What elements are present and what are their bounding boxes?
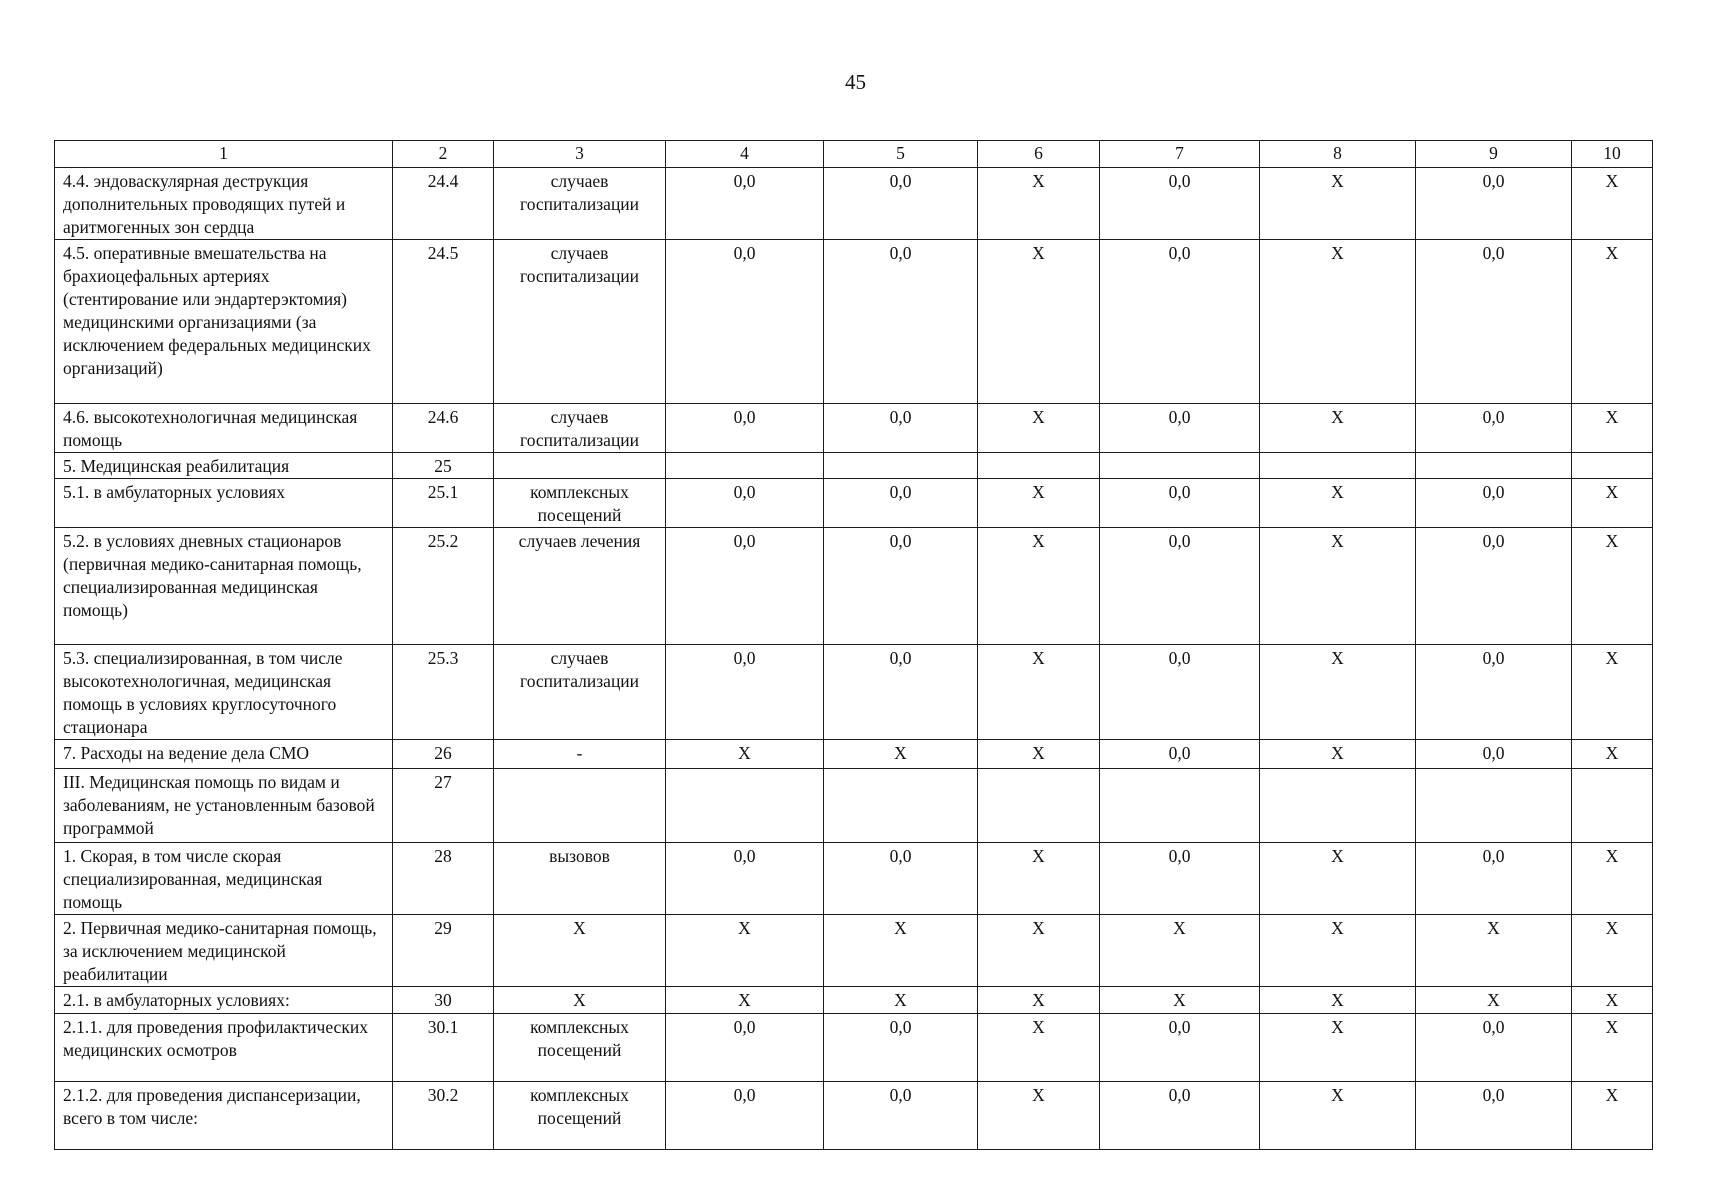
header-cell: 4: [666, 141, 824, 168]
value-cell: Х: [1572, 987, 1653, 1014]
value-cell: Х: [1572, 479, 1653, 528]
row-unit-cell: комплексных посещений: [494, 1014, 666, 1082]
row-code-cell: 27: [393, 769, 494, 843]
value-cell: [1572, 769, 1653, 843]
row-code-cell: 30.1: [393, 1014, 494, 1082]
value-cell: 0,0: [1416, 404, 1572, 453]
value-cell: 0,0: [824, 479, 978, 528]
value-cell: 0,0: [1416, 1014, 1572, 1082]
table-row: [55, 404, 1653, 453]
table-row: [55, 843, 1653, 915]
table-row: [55, 453, 1653, 479]
value-cell: [1260, 453, 1416, 479]
data-table: [54, 140, 1653, 1150]
row-name-cell: 5.1. в амбулаторных условиях: [55, 479, 393, 528]
value-cell: 0,0: [1100, 740, 1260, 769]
row-name-cell: 2.1. в амбулаторных условиях:: [55, 987, 393, 1014]
value-cell: [1260, 769, 1416, 843]
table-row: [55, 1014, 1653, 1082]
value-cell: 0,0: [1416, 168, 1572, 240]
value-cell: 0,0: [1416, 1082, 1572, 1150]
value-cell: Х: [1416, 915, 1572, 987]
value-cell: 0,0: [1100, 843, 1260, 915]
table-row: [55, 240, 1653, 404]
value-cell: Х: [978, 168, 1100, 240]
value-cell: 0,0: [1416, 740, 1572, 769]
value-cell: Х: [1260, 915, 1416, 987]
value-cell: 0,0: [666, 843, 824, 915]
row-unit-cell: случаев госпитализации: [494, 645, 666, 740]
value-cell: Х: [1572, 528, 1653, 645]
value-cell: Х: [978, 843, 1100, 915]
value-cell: Х: [1572, 240, 1653, 404]
value-cell: 0,0: [1100, 479, 1260, 528]
row-unit-cell: случаев госпитализации: [494, 168, 666, 240]
value-cell: Х: [1572, 915, 1653, 987]
value-cell: Х: [1260, 645, 1416, 740]
table-row: [55, 915, 1653, 987]
value-cell: 0,0: [666, 479, 824, 528]
row-unit-cell: [494, 453, 666, 479]
value-cell: [1416, 769, 1572, 843]
row-name-cell: 4.4. эндоваскулярная деструкция дополнительных проводящих путей и аритмогенных зон сердца: [55, 168, 393, 240]
value-cell: 0,0: [666, 528, 824, 645]
value-cell: Х: [978, 645, 1100, 740]
value-cell: 0,0: [666, 404, 824, 453]
value-cell: Х: [978, 528, 1100, 645]
value-cell: 0,0: [666, 168, 824, 240]
value-cell: [978, 769, 1100, 843]
value-cell: 0,0: [1100, 168, 1260, 240]
value-cell: Х: [824, 740, 978, 769]
row-name-cell: 5. Медицинская реабилитация: [55, 453, 393, 479]
table-row: [55, 528, 1653, 645]
header-cell: 7: [1100, 141, 1260, 168]
value-cell: 0,0: [824, 168, 978, 240]
row-unit-cell: случаев госпитализации: [494, 404, 666, 453]
table-row: [55, 740, 1653, 769]
value-cell: [666, 453, 824, 479]
value-cell: Х: [978, 404, 1100, 453]
table-row: [55, 168, 1653, 240]
row-unit-cell: комплексных посещений: [494, 479, 666, 528]
row-code-cell: 24.6: [393, 404, 494, 453]
value-cell: Х: [1260, 240, 1416, 404]
page-number: 45: [845, 70, 866, 94]
row-code-cell: 28: [393, 843, 494, 915]
value-cell: 0,0: [824, 1014, 978, 1082]
row-unit-cell: Х: [494, 915, 666, 987]
value-cell: Х: [1260, 843, 1416, 915]
row-name-cell: 4.5. оперативные вмешательства на брахиоцефальных артериях (стентирование или эндартерэктомия) медицинскими организациями (за исключением федеральных медицинских организаций): [55, 240, 393, 404]
value-cell: 0,0: [1100, 240, 1260, 404]
row-code-cell: 26: [393, 740, 494, 769]
value-cell: [1416, 453, 1572, 479]
value-cell: Х: [1100, 915, 1260, 987]
row-name-cell: 5.2. в условиях дневных стационаров (первичная медико-санитарная помощь, специализированная медицинская помощь): [55, 528, 393, 645]
value-cell: Х: [978, 915, 1100, 987]
value-cell: Х: [1260, 740, 1416, 769]
row-unit-cell: [494, 769, 666, 843]
row-name-cell: 5.3. специализированная, в том числе высокотехнологичная, медицинская помощь в условиях круглосуточного стационара: [55, 645, 393, 740]
value-cell: 0,0: [824, 645, 978, 740]
header-cell: 6: [978, 141, 1100, 168]
value-cell: 0,0: [1416, 528, 1572, 645]
value-cell: Х: [824, 915, 978, 987]
header-cell: 1: [55, 141, 393, 168]
table-row: [55, 1082, 1653, 1150]
value-cell: Х: [1572, 1082, 1653, 1150]
row-code-cell: 25.1: [393, 479, 494, 528]
value-cell: Х: [978, 740, 1100, 769]
value-cell: Х: [1260, 1082, 1416, 1150]
value-cell: 0,0: [824, 1082, 978, 1150]
row-unit-cell: -: [494, 740, 666, 769]
value-cell: Х: [1572, 168, 1653, 240]
row-code-cell: 25.3: [393, 645, 494, 740]
value-cell: 0,0: [1416, 240, 1572, 404]
value-cell: Х: [824, 987, 978, 1014]
value-cell: 0,0: [1100, 1082, 1260, 1150]
row-name-cell: 2.1.2. для проведения диспансеризации, всего в том числе:: [55, 1082, 393, 1150]
row-code-cell: 24.4: [393, 168, 494, 240]
value-cell: 0,0: [666, 1014, 824, 1082]
row-name-cell: 1. Скорая, в том числе скорая специализированная, медицинская помощь: [55, 843, 393, 915]
row-unit-cell: комплексных посещений: [494, 1082, 666, 1150]
value-cell: Х: [1572, 740, 1653, 769]
header-cell: 10: [1572, 141, 1653, 168]
row-name-cell: 4.6. высокотехнологичная медицинская помощь: [55, 404, 393, 453]
header-cell: 2: [393, 141, 494, 168]
row-code-cell: 25.2: [393, 528, 494, 645]
value-cell: 0,0: [1416, 843, 1572, 915]
value-cell: [666, 769, 824, 843]
header-cell: 5: [824, 141, 978, 168]
row-unit-cell: Х: [494, 987, 666, 1014]
row-name-cell: 2.1.1. для проведения профилактических медицинских осмотров: [55, 1014, 393, 1082]
value-cell: [824, 453, 978, 479]
value-cell: [824, 769, 978, 843]
value-cell: [1572, 453, 1653, 479]
value-cell: 0,0: [824, 528, 978, 645]
value-cell: Х: [1260, 168, 1416, 240]
value-cell: 0,0: [824, 240, 978, 404]
value-cell: Х: [1416, 987, 1572, 1014]
header-cell: 3: [494, 141, 666, 168]
value-cell: 0,0: [1416, 479, 1572, 528]
value-cell: Х: [978, 240, 1100, 404]
header-cell: 8: [1260, 141, 1416, 168]
value-cell: Х: [666, 740, 824, 769]
value-cell: Х: [978, 1082, 1100, 1150]
value-cell: Х: [1572, 843, 1653, 915]
row-unit-cell: случаев лечения: [494, 528, 666, 645]
value-cell: Х: [978, 987, 1100, 1014]
value-cell: [978, 453, 1100, 479]
value-cell: Х: [978, 479, 1100, 528]
row-name-cell: 2. Первичная медико-санитарная помощь, за исключением медицинской реабилитации: [55, 915, 393, 987]
value-cell: 0,0: [1100, 645, 1260, 740]
value-cell: Х: [978, 1014, 1100, 1082]
value-cell: 0,0: [1100, 528, 1260, 645]
header-row: [55, 141, 1653, 168]
value-cell: 0,0: [666, 1082, 824, 1150]
value-cell: [1100, 453, 1260, 479]
row-code-cell: 29: [393, 915, 494, 987]
row-code-cell: 24.5: [393, 240, 494, 404]
value-cell: 0,0: [824, 404, 978, 453]
row-code-cell: 30: [393, 987, 494, 1014]
value-cell: Х: [666, 987, 824, 1014]
table-row: [55, 645, 1653, 740]
row-name-cell: III. Медицинская помощь по видам и заболеваниям, не установленным базовой программой: [55, 769, 393, 843]
value-cell: Х: [1572, 645, 1653, 740]
value-cell: Х: [1572, 404, 1653, 453]
value-cell: Х: [666, 915, 824, 987]
row-code-cell: 30.2: [393, 1082, 494, 1150]
value-cell: Х: [1260, 479, 1416, 528]
table-row: [55, 479, 1653, 528]
value-cell: 0,0: [824, 843, 978, 915]
value-cell: Х: [1260, 987, 1416, 1014]
row-name-cell: 7. Расходы на ведение дела СМО: [55, 740, 393, 769]
row-unit-cell: вызовов: [494, 843, 666, 915]
value-cell: Х: [1260, 404, 1416, 453]
row-unit-cell: случаев госпитализации: [494, 240, 666, 404]
value-cell: Х: [1260, 528, 1416, 645]
value-cell: 0,0: [1416, 645, 1572, 740]
value-cell: [1100, 769, 1260, 843]
value-cell: 0,0: [1100, 404, 1260, 453]
value-cell: Х: [1260, 1014, 1416, 1082]
value-cell: 0,0: [666, 645, 824, 740]
value-cell: 0,0: [1100, 1014, 1260, 1082]
value-cell: 0,0: [666, 240, 824, 404]
header-cell: 9: [1416, 141, 1572, 168]
table-row: [55, 769, 1653, 843]
value-cell: Х: [1572, 1014, 1653, 1082]
table-row: [55, 987, 1653, 1014]
value-cell: Х: [1100, 987, 1260, 1014]
row-code-cell: 25: [393, 453, 494, 479]
